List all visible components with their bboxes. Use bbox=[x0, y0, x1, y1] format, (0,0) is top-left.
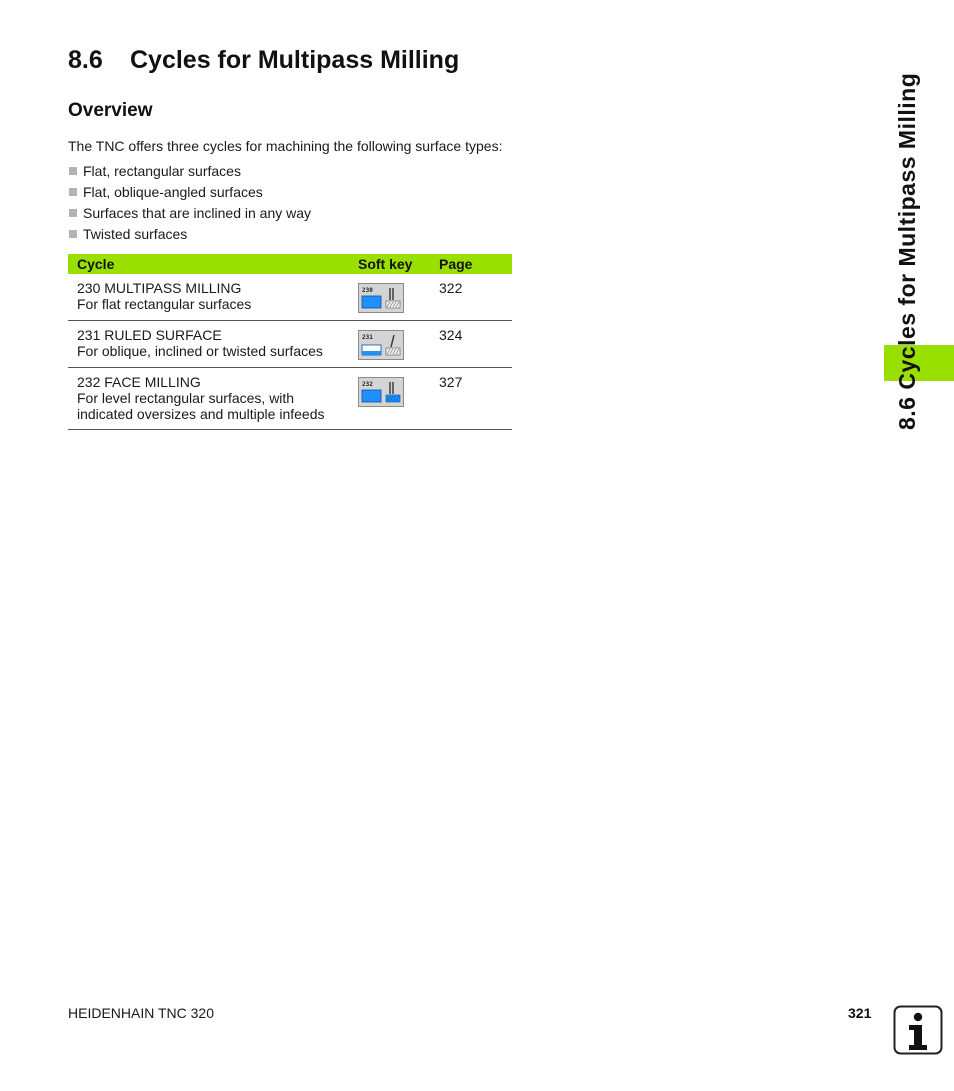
list-item bbox=[68, 163, 311, 184]
softkey-cell bbox=[349, 368, 430, 430]
cycles-table bbox=[68, 254, 512, 430]
softkey-231-icon[interactable] bbox=[358, 330, 404, 360]
softkey-label: 231 bbox=[362, 334, 373, 341]
cycle-cell bbox=[68, 274, 349, 321]
square-bullet-icon bbox=[69, 167, 77, 175]
list-item-text: Flat, rectangular surfaces bbox=[83, 163, 241, 179]
info-icon bbox=[893, 1005, 943, 1055]
cycle-description: For flat rectangular surfaces bbox=[77, 296, 252, 312]
cycle-description: For oblique, inclined or twisted surfaces bbox=[77, 343, 323, 359]
softkey-cell bbox=[349, 274, 430, 321]
section-title-text: Cycles for Multipass Milling bbox=[130, 46, 460, 74]
table-row bbox=[68, 274, 512, 321]
footer-product: HEIDENHAIN TNC 320 bbox=[68, 1005, 215, 1021]
list-item-text: Flat, oblique-angled surfaces bbox=[83, 184, 263, 200]
cycle-name: 231 RULED SURFACE bbox=[77, 327, 222, 343]
intro-text: The TNC offers three cycles for machining the following surface types: bbox=[68, 138, 503, 154]
column-header-cycle: Cycle bbox=[68, 254, 349, 274]
subsection-title: Overview bbox=[68, 100, 153, 121]
table-row bbox=[68, 368, 512, 430]
surface-type-list bbox=[68, 163, 311, 247]
column-header-softkey: Soft key bbox=[349, 254, 430, 274]
square-bullet-icon bbox=[69, 209, 77, 217]
page-cell: 324 bbox=[430, 321, 512, 368]
square-bullet-icon bbox=[69, 188, 77, 196]
softkey-label: 230 bbox=[362, 287, 373, 294]
softkey-cell bbox=[349, 321, 430, 368]
cycle-cell bbox=[68, 321, 349, 368]
page-number: 321 bbox=[848, 1005, 872, 1021]
softkey-label: 232 bbox=[362, 381, 373, 388]
list-item-text: Surfaces that are inclined in any way bbox=[83, 205, 312, 221]
side-tab-title-text: 8.6 Cycles for Multipass Milling bbox=[894, 72, 920, 430]
section-number: 8.6 bbox=[68, 46, 103, 74]
page-cell: 327 bbox=[430, 368, 512, 430]
softkey-232-icon[interactable] bbox=[358, 377, 404, 407]
list-item-text: Twisted surfaces bbox=[83, 226, 188, 242]
list-item bbox=[68, 184, 311, 205]
cycle-name: 230 MULTIPASS MILLING bbox=[77, 280, 242, 296]
cycle-cell bbox=[68, 368, 349, 430]
section-title bbox=[68, 46, 459, 75]
softkey-230-icon[interactable] bbox=[358, 283, 404, 313]
page-cell: 322 bbox=[430, 274, 512, 321]
list-item bbox=[68, 226, 311, 247]
square-bullet-icon bbox=[69, 230, 77, 238]
column-header-page: Page bbox=[430, 254, 512, 274]
cycle-description: indicated oversizes and multiple infeeds bbox=[77, 406, 325, 422]
table-row bbox=[68, 321, 512, 368]
cycle-description: For level rectangular surfaces, with bbox=[77, 390, 295, 406]
table-header-row bbox=[68, 254, 512, 274]
list-item bbox=[68, 205, 311, 226]
cycle-name: 232 FACE MILLING bbox=[77, 374, 201, 390]
